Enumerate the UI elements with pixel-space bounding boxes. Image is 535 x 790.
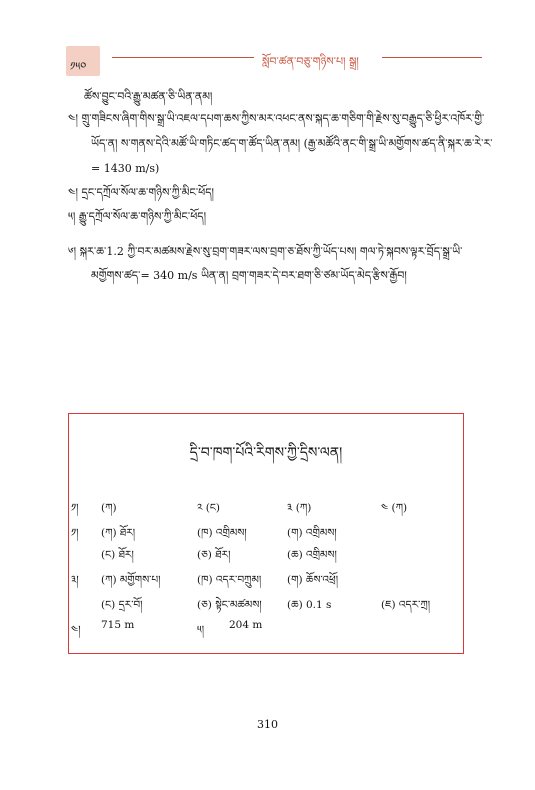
header-page-number: ༡༥༠ — [70, 60, 87, 73]
header-title: སློབ་ཚན་བཅུ་གཉིས་པ། སྒྲ། — [262, 55, 359, 68]
answer-cell: 204 m — [229, 619, 263, 631]
answer-cell: (ང) ཐོར། — [101, 549, 134, 561]
header-rule-right — [382, 57, 482, 58]
footer-page-number: 310 — [257, 718, 278, 731]
body-line: = 1430 m/s) — [91, 162, 160, 175]
header-rule-left — [112, 57, 254, 58]
body-line: ༤། གྲུ་གཟིངས་ཞིག་གིས་སྒྲ་ཡི་འཇལ་དཔག་ཆས་ཀྱིས་མར་འཕང་ནས་སྐད་ཆ་གཅིག་གི་རྗེས་སུ་བརྒྱུད་ཅི་ཕྱིར་འཁོར་གྱི་ — [68, 112, 485, 125]
body-line: ཡོད་ན། ས་གནས་དེའི་མཚོ་ཡི་གཏིང་ཚད་ག་ཚོད་ཡིན་ནམ། (རྒྱ་མཚོའི་ནང་གི་སྒྲ་ཡི་མགྱོགས་ཚད་ནི་སྐར་ཆ་རེ་ར་ — [91, 137, 493, 150]
answer-cell: (ཀ) — [101, 502, 117, 514]
answer-cell: (ཀ) མགྱོགས་པ། — [101, 574, 161, 586]
answer-cell: ༣། — [71, 574, 79, 586]
answer-cell: ༤ (ཀ) — [381, 502, 408, 514]
answer-cell: ༡། — [71, 502, 79, 514]
body-line: ཚོས་བྱུང་བའི་རྒྱུ་མཚན་ཅི་ཡིན་ནམ། — [84, 90, 213, 103]
answer-cell: (ཇ) འདར་ཀྲ། — [381, 599, 431, 611]
answer-cell: ༢ (ང) — [197, 502, 221, 514]
answer-cell: (ཆ) 0.1 s — [287, 599, 332, 611]
answer-cell: (ག) འགྲིམས། — [287, 527, 337, 539]
body-line: མགྱོགས་ཚད་= 340 m/s ཡིན་ན། བྲག་གཟར་དེ་བར་ཐག་ཅི་ཙམ་ཡོད་མེད་རྩིས་རྒྱོབ། — [91, 269, 407, 282]
answer-cell: (ཁ) འགྲིམས། — [197, 527, 247, 539]
answer-cell: ༥། — [197, 624, 205, 636]
answer-cell: (ཀ) ཐོར། — [101, 527, 136, 539]
answer-cell: (ཁ) འདར་བཀྲུམ། — [197, 574, 262, 586]
answer-cell: (ག) ཆོས་འཕྲོ། — [287, 574, 339, 586]
answer-cell: ༣ (ཀ) — [287, 502, 312, 514]
answer-box — [68, 413, 464, 654]
answer-title: དྲི་བ་ཁག་པོའི་རིགས་ཀྱི་དྲིས་ལན། — [189, 445, 343, 461]
answer-cell: 715 m — [101, 619, 135, 631]
answer-cell: (ཆ) འགྲིམས། — [287, 549, 337, 561]
answer-cell: (ང) དྲར་བོ། — [101, 599, 143, 611]
answer-cell: (ཅ) སྟེང་མཚམས། — [197, 599, 262, 611]
answer-cell: ༡། — [71, 527, 79, 539]
body-line: ༥། རྒྱུ་དཀྲོལ་སོལ་ཆ་གཉིས་ཀྱི་མིང་ཕོད། — [68, 210, 207, 223]
body-line: ༤། དྲང་དཀྲོལ་སོལ་ཆ་གཉིས་ཀྱི་མིང་ཕོད། — [68, 186, 215, 199]
answer-cell: (ཅ) ཐོར། — [197, 549, 231, 561]
body-line: ༦། སྐར་ཆ་1.2 ཀྱི་བར་མཚམས་རྗེས་སུ་བྲག་གཟར་ལས་བྲག་ཅ་ཐོས་ཀྱི་ཡོད་པས། གལ་ཏེ་སྐབས་ལྟར་བྲོད་སྒྲ་ཡི་ — [68, 245, 463, 258]
answer-cell: ༤། — [71, 624, 81, 636]
